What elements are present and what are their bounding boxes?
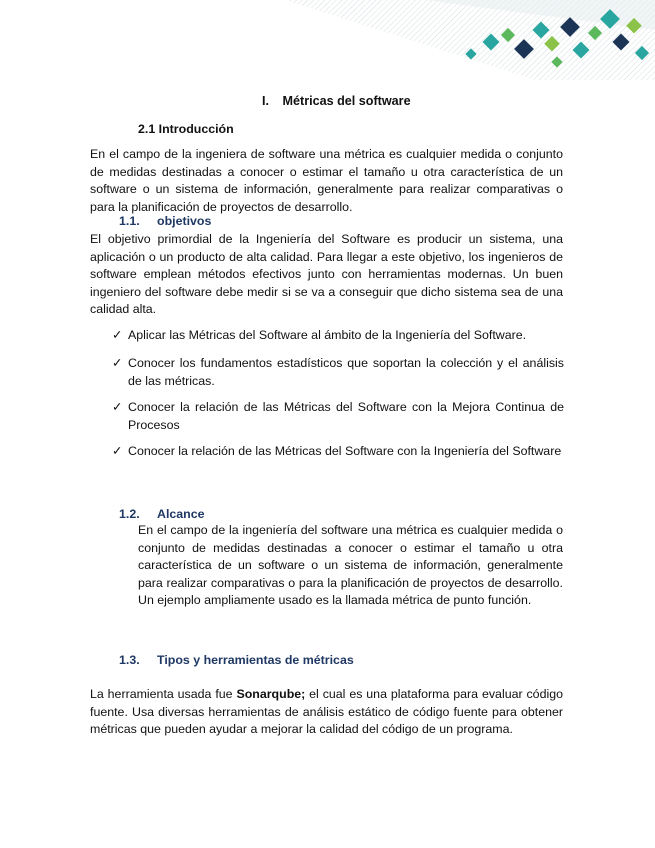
alcance-title: Alcance [157,507,205,521]
bullet-text: Conocer la relación de las Métricas del Software con la Mejora Continua de Procesos [128,400,564,432]
objetivos-paragraph: El objetivo primordial de la Ingeniería del Software es producir un sistema, una aplicación o un producto de alta calidad. Para llegar a este objetivo, los ingenieros de software emplean métodos efectivos junto con herramientas modernas. Un buen ingeniero del software debe medir si se va a conseguir que dicho sistema sea de una calidad alta. [90,232,563,317]
checkmark-icon: ✓ [112,328,123,342]
bullet-text: Conocer la relación de las Métricas del Software con la Ingeniería del Software [128,444,562,458]
tipos-title: Tipos y herramientas de métricas [157,653,354,667]
tipos-number: 1.3. [119,653,140,667]
alcance-paragraph: En el campo de la ingeniería del software una métrica es cualquier medida o conjunto de medidas destinadas a conocer o estimar el tamaño u otra característica de un software o un sistema de información, generalmente para realizar comparativas o para la planificación de proyectos de desarrollo. Un ejemplo ampliamente usado es la llamada métrica de punto función. [138,523,563,608]
objetivos-title: objetivos [157,214,212,228]
bullet-text: Aplicar las Métricas del Software al ámbito de la Ingeniería del Software. [128,328,527,342]
bullet-text: Conocer los fundamentos estadísticos que soportan la colección y el análisis de las métricas. [128,356,564,388]
tipos-heading [119,652,354,670]
alcance-number: 1.2. [119,507,140,521]
objetivo-bullet-3 [112,399,564,434]
intro-paragraph: En el campo de la ingeniera de software una métrica es cualquier medida o conjunto de medidas destinadas a conocer o estimar el tamaño u otra característica de un software o un sistema de información, generalmente para realizar comparativas o para la planificación de proyectos de desarrollo. [90,147,563,214]
tipos-text-after: el cual es una plataforma para evaluar código fuente. Usa diversas herramientas de análisis estático de código fuente para obtener métricas que pueden ayudar a mejorar la calidad del código de un programa. [90,687,563,737]
objetivos-heading [119,213,211,231]
section-number: I. [262,94,269,108]
objetivos-number: 1.1. [119,214,140,228]
checkmark-icon: ✓ [112,400,123,414]
checkmark-icon: ✓ [112,356,123,370]
tool-name: Sonarqube; [236,687,306,701]
checkmark-icon: ✓ [112,444,123,458]
objetivo-bullet-4 [112,443,564,461]
tipos-paragraph [90,686,563,739]
objetivo-bullet-1 [112,327,564,345]
header-banner-graphic [285,0,655,80]
intro-heading: 2.1 Introducción [138,122,234,136]
alcance-heading [119,506,205,524]
objetivo-bullet-2 [112,355,564,390]
section-title: Métricas del software [282,94,411,108]
tipos-text-before: La herramienta usada fue [90,687,237,701]
section-heading [262,93,411,111]
